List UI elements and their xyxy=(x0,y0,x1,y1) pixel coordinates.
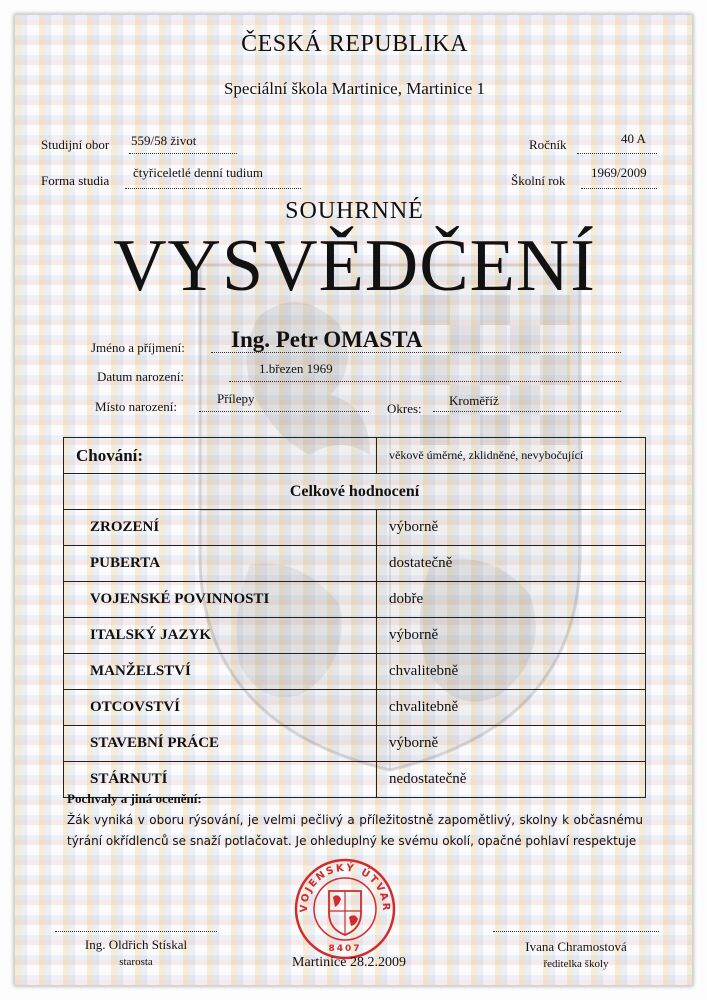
left-signer-role: starosta xyxy=(119,956,153,968)
left-signer-name: Ing. Oldřich Stískal xyxy=(84,937,188,952)
certificate-page xyxy=(14,14,693,986)
table-row xyxy=(64,726,646,762)
overall-row xyxy=(64,474,646,510)
district-dots xyxy=(433,411,621,412)
place-value: Přílepy xyxy=(217,391,255,406)
student-name: Ing. Petr OMASTA xyxy=(231,327,423,352)
grade-cell: chvalitebně xyxy=(377,690,646,726)
right-signer-role: ředitelka školy xyxy=(543,958,609,970)
subject-cell: VOJENSKÉ POVINNOSTI xyxy=(64,582,377,618)
right-signer-name: Ivana Chramostová xyxy=(525,939,627,954)
year-dots xyxy=(577,153,657,154)
subject-cell: PUBERTA xyxy=(64,546,377,582)
praise-text: Žák vyniká v oboru rýsování, je velmi pečlivý a příležitostně zapomětlivý, skolny k občasnému týrání okřídlenců se snaží potlačovat. Je ohleduplný ke svému okolí, opačné pohlaví respektuje xyxy=(67,813,643,848)
grade-cell: dostatečně xyxy=(377,546,646,582)
left-signature-line xyxy=(55,931,217,932)
table-row xyxy=(64,582,646,618)
subject-cell: ITALSKÝ JAZYK xyxy=(64,618,377,654)
form-dots xyxy=(125,188,301,189)
year-value: 40 A xyxy=(621,131,646,146)
subject-cell: STAVEBNÍ PRÁCE xyxy=(64,726,377,762)
grade-cell: výborně xyxy=(377,510,646,546)
grade-cell: výborně xyxy=(377,726,646,762)
place-label: Místo narození: xyxy=(95,399,177,414)
year-label: Ročník xyxy=(529,137,567,152)
subject-cell: STÁRNUTÍ xyxy=(64,762,377,798)
district-label: Okres: xyxy=(387,401,422,416)
official-stamp xyxy=(293,857,397,961)
school-year-dots xyxy=(581,188,657,189)
praise-title: Pochvaly a jiná ocenění: xyxy=(67,791,202,806)
school-name: Speciální škola Martinice, Martinice 1 xyxy=(223,79,486,98)
subject-cell: OTCOVSTVÍ xyxy=(64,690,377,726)
birth-value: 1.březen 1969 xyxy=(259,361,333,376)
table-row xyxy=(64,546,646,582)
title-summary: SOUHRNNÉ xyxy=(285,198,424,224)
stamp-text: VOJENSKÝ ÚTVAR xyxy=(298,862,392,913)
place-date: Martinice 28.2.2009 xyxy=(292,955,406,970)
subject-cell: MANŽELSTVÍ xyxy=(64,654,377,690)
school-year-label: Školní rok xyxy=(511,173,566,188)
title-certificate: VYSVĚDČENÍ xyxy=(113,225,596,307)
name-label: Jméno a příjmení: xyxy=(91,340,185,355)
behavior-label: Chování: xyxy=(64,438,377,474)
table-row xyxy=(64,690,646,726)
field-value: 559/58 život xyxy=(131,133,197,148)
school-year-value: 1969/2009 xyxy=(591,165,647,180)
form-value: čtyřiceletlé denní tudium xyxy=(133,165,263,180)
table-row xyxy=(64,510,646,546)
grade-cell: dobře xyxy=(377,582,646,618)
grade-cell: výborně xyxy=(377,618,646,654)
country-title: ČESKÁ REPUBLIKA xyxy=(241,31,468,57)
table-row xyxy=(64,618,646,654)
district-value: Kroměříž xyxy=(449,393,499,408)
subject-cell: ZROZENÍ xyxy=(64,510,377,546)
grade-cell: nedostatečně xyxy=(377,762,646,798)
field-dots xyxy=(129,153,237,154)
stamp-number: 8407 xyxy=(328,944,362,954)
behavior-row xyxy=(64,438,646,474)
form-label: Forma studia xyxy=(41,173,110,188)
grades-table xyxy=(63,437,646,798)
right-signature-line xyxy=(493,931,659,932)
place-dots xyxy=(199,411,369,412)
birth-dots xyxy=(229,381,621,382)
birth-label: Datum narození: xyxy=(97,369,184,384)
table-row xyxy=(64,654,646,690)
overall-label: Celkové hodnocení xyxy=(64,474,646,510)
behavior-value: věkově úměrné, zklidněné, nevybočující xyxy=(377,438,646,474)
grade-cell: chvalitebně xyxy=(377,654,646,690)
field-label: Studijní obor xyxy=(41,137,110,152)
